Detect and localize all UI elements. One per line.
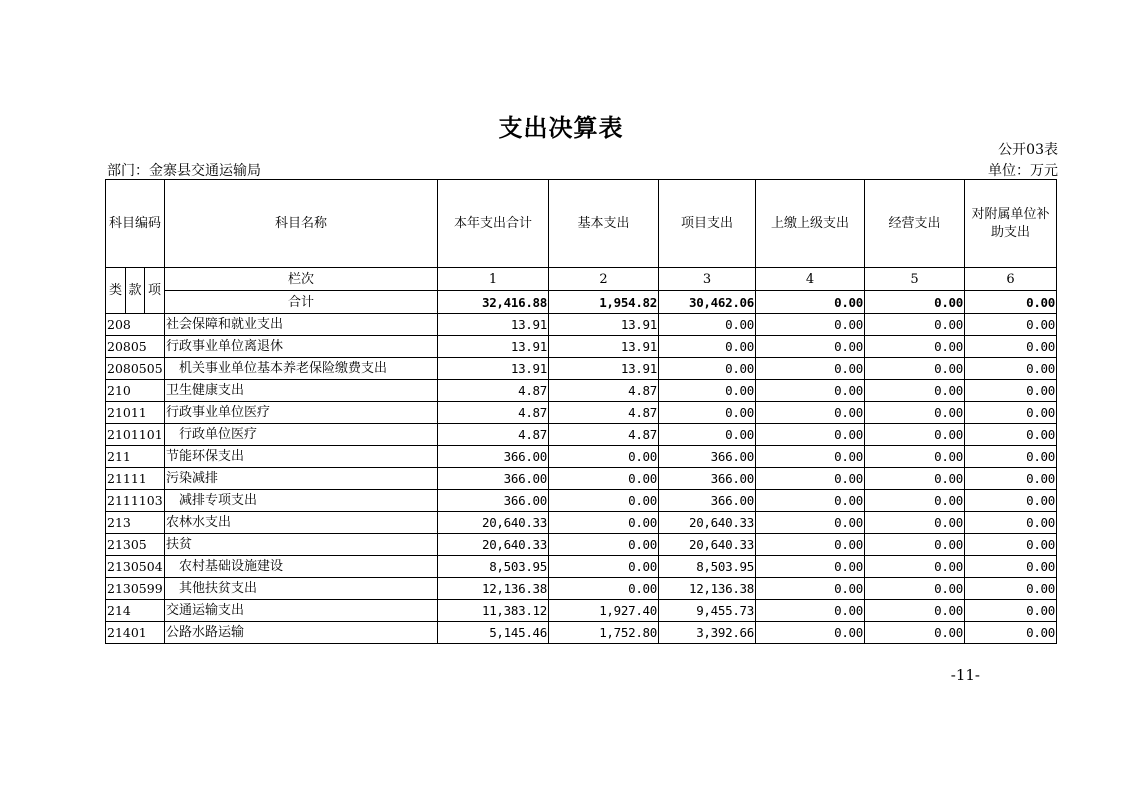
subject-code: 2111103 <box>106 490 165 512</box>
seq-6: 6 <box>965 268 1057 291</box>
total-value: 0.00 <box>756 291 865 314</box>
amount-cell: 0.00 <box>549 578 659 600</box>
amount-cell: 0.00 <box>756 424 865 446</box>
amount-cell: 0.00 <box>756 622 865 644</box>
amount-cell: 0.00 <box>549 446 659 468</box>
amount-cell: 0.00 <box>965 314 1057 336</box>
amount-cell: 9,455.73 <box>659 600 756 622</box>
amount-cell: 0.00 <box>965 336 1057 358</box>
amount-cell: 1,927.40 <box>549 600 659 622</box>
amount-cell: 1,752.80 <box>549 622 659 644</box>
header-row <box>106 180 1057 268</box>
table-row <box>106 512 1057 534</box>
amount-cell: 0.00 <box>865 424 965 446</box>
seq-row <box>106 268 1057 291</box>
amount-cell: 0.00 <box>965 622 1057 644</box>
amount-cell: 4.87 <box>549 402 659 424</box>
subject-code: 2130599 <box>106 578 165 600</box>
amount-cell: 0.00 <box>549 534 659 556</box>
amount-cell: 366.00 <box>659 490 756 512</box>
amount-cell: 0.00 <box>865 600 965 622</box>
amount-cell: 0.00 <box>965 534 1057 556</box>
subject-code: 2080505 <box>106 358 165 380</box>
amount-cell: 13.91 <box>549 358 659 380</box>
amount-cell: 0.00 <box>965 556 1057 578</box>
table-row <box>106 402 1057 424</box>
total-value: 32,416.88 <box>438 291 549 314</box>
amount-cell: 0.00 <box>756 402 865 424</box>
subject-name: 机关事业单位基本养老保险缴费支出 <box>165 358 438 380</box>
amount-cell: 13.91 <box>438 314 549 336</box>
amount-cell: 0.00 <box>865 468 965 490</box>
subject-code: 211 <box>106 446 165 468</box>
subject-name: 污染减排 <box>165 468 438 490</box>
amount-cell: 0.00 <box>965 358 1057 380</box>
amount-cell: 0.00 <box>865 380 965 402</box>
seq-label: 栏次 <box>165 268 438 291</box>
amount-cell: 0.00 <box>549 556 659 578</box>
page-number: -11- <box>950 666 980 684</box>
total-value: 0.00 <box>965 291 1057 314</box>
amount-cell: 366.00 <box>438 468 549 490</box>
amount-cell: 3,392.66 <box>659 622 756 644</box>
amount-cell: 0.00 <box>965 490 1057 512</box>
header-col-1: 本年支出合计 <box>438 180 549 268</box>
amount-cell: 0.00 <box>756 314 865 336</box>
subject-name: 行政事业单位离退休 <box>165 336 438 358</box>
amount-cell: 20,640.33 <box>659 512 756 534</box>
subject-name: 农林水支出 <box>165 512 438 534</box>
seq-1: 1 <box>438 268 549 291</box>
table-row <box>106 468 1057 490</box>
amount-cell: 0.00 <box>659 336 756 358</box>
subject-code: 21011 <box>106 402 165 424</box>
table-row <box>106 490 1057 512</box>
subject-name: 农村基础设施建设 <box>165 556 438 578</box>
subject-code: 21305 <box>106 534 165 556</box>
amount-cell: 0.00 <box>659 358 756 380</box>
amount-cell: 366.00 <box>659 468 756 490</box>
department-label: 部门：金寨县交通运输局 <box>107 163 261 179</box>
subject-name: 卫生健康支出 <box>165 380 438 402</box>
header-name: 科目名称 <box>165 180 438 268</box>
amount-cell: 0.00 <box>965 424 1057 446</box>
seq-4: 4 <box>756 268 865 291</box>
header-section: 款 <box>126 268 145 314</box>
amount-cell: 20,640.33 <box>659 534 756 556</box>
seq-2: 2 <box>549 268 659 291</box>
amount-cell: 366.00 <box>438 490 549 512</box>
header-col-3: 项目支出 <box>659 180 756 268</box>
amount-cell: 0.00 <box>865 314 965 336</box>
amount-cell: 0.00 <box>865 512 965 534</box>
subject-name: 公路水路运输 <box>165 622 438 644</box>
amount-cell: 8,503.95 <box>438 556 549 578</box>
table-row <box>106 556 1057 578</box>
amount-cell: 0.00 <box>756 556 865 578</box>
amount-cell: 4.87 <box>549 424 659 446</box>
header-col-5: 经营支出 <box>865 180 965 268</box>
seq-5: 5 <box>865 268 965 291</box>
page-title: 支出决算表 <box>498 113 624 142</box>
amount-cell: 12,136.38 <box>438 578 549 600</box>
amount-cell: 0.00 <box>965 402 1057 424</box>
amount-cell: 4.87 <box>438 424 549 446</box>
amount-cell: 4.87 <box>438 380 549 402</box>
subject-code: 214 <box>106 600 165 622</box>
amount-cell: 0.00 <box>549 490 659 512</box>
amount-cell: 13.91 <box>438 336 549 358</box>
amount-cell: 0.00 <box>659 380 756 402</box>
total-row <box>106 291 1057 314</box>
amount-cell: 0.00 <box>865 446 965 468</box>
amount-cell: 0.00 <box>659 424 756 446</box>
amount-cell: 0.00 <box>659 402 756 424</box>
amount-cell: 0.00 <box>965 380 1057 402</box>
amount-cell: 13.91 <box>549 314 659 336</box>
amount-cell: 0.00 <box>756 512 865 534</box>
amount-cell: 0.00 <box>965 512 1057 534</box>
amount-cell: 0.00 <box>756 468 865 490</box>
expenditure-table <box>105 179 1057 644</box>
subject-code: 20805 <box>106 336 165 358</box>
table-row <box>106 380 1057 402</box>
seq-3: 3 <box>659 268 756 291</box>
amount-cell: 0.00 <box>756 446 865 468</box>
amount-cell: 0.00 <box>756 358 865 380</box>
header-col-6: 对附属单位补助支出 <box>965 180 1057 268</box>
amount-cell: 5,145.46 <box>438 622 549 644</box>
amount-cell: 0.00 <box>965 468 1057 490</box>
amount-cell: 4.87 <box>438 402 549 424</box>
header-code: 科目编码 <box>106 180 165 268</box>
subject-name: 行政单位医疗 <box>165 424 438 446</box>
amount-cell: 0.00 <box>965 600 1057 622</box>
header-col-4: 上缴上级支出 <box>756 180 865 268</box>
subject-code: 2130504 <box>106 556 165 578</box>
amount-cell: 0.00 <box>865 402 965 424</box>
subject-code: 21401 <box>106 622 165 644</box>
subject-code: 21111 <box>106 468 165 490</box>
table-row <box>106 578 1057 600</box>
subject-name: 行政事业单位医疗 <box>165 402 438 424</box>
total-value: 30,462.06 <box>659 291 756 314</box>
amount-cell: 0.00 <box>865 556 965 578</box>
amount-cell: 0.00 <box>865 358 965 380</box>
amount-cell: 8,503.95 <box>659 556 756 578</box>
subject-code: 2101101 <box>106 424 165 446</box>
amount-cell: 12,136.38 <box>659 578 756 600</box>
table-row <box>106 534 1057 556</box>
amount-cell: 0.00 <box>756 490 865 512</box>
subject-code: 213 <box>106 512 165 534</box>
amount-cell: 366.00 <box>659 446 756 468</box>
amount-cell: 0.00 <box>549 468 659 490</box>
header-col-2: 基本支出 <box>549 180 659 268</box>
total-value: 1,954.82 <box>549 291 659 314</box>
table-row <box>106 336 1057 358</box>
amount-cell: 4.87 <box>549 380 659 402</box>
header-class: 类 <box>106 268 126 314</box>
amount-cell: 0.00 <box>865 490 965 512</box>
amount-cell: 0.00 <box>659 314 756 336</box>
subject-name: 交通运输支出 <box>165 600 438 622</box>
amount-cell: 13.91 <box>438 358 549 380</box>
amount-cell: 0.00 <box>756 600 865 622</box>
form-number: 公开03表 <box>998 142 1058 158</box>
amount-cell: 366.00 <box>438 446 549 468</box>
amount-cell: 0.00 <box>865 578 965 600</box>
table-row <box>106 446 1057 468</box>
amount-cell: 0.00 <box>865 622 965 644</box>
table-row <box>106 600 1057 622</box>
amount-cell: 13.91 <box>549 336 659 358</box>
subject-code: 208 <box>106 314 165 336</box>
amount-cell: 0.00 <box>549 512 659 534</box>
amount-cell: 0.00 <box>756 534 865 556</box>
amount-cell: 0.00 <box>965 578 1057 600</box>
unit-label: 单位：万元 <box>988 163 1058 179</box>
table-row <box>106 314 1057 336</box>
amount-cell: 0.00 <box>865 336 965 358</box>
amount-cell: 0.00 <box>756 578 865 600</box>
subject-name: 社会保障和就业支出 <box>165 314 438 336</box>
amount-cell: 11,383.12 <box>438 600 549 622</box>
amount-cell: 0.00 <box>965 446 1057 468</box>
subject-name: 减排专项支出 <box>165 490 438 512</box>
amount-cell: 0.00 <box>865 534 965 556</box>
table-row <box>106 358 1057 380</box>
subject-name: 扶贫 <box>165 534 438 556</box>
header-item: 项 <box>145 268 165 314</box>
subject-code: 210 <box>106 380 165 402</box>
total-value: 0.00 <box>865 291 965 314</box>
table-row <box>106 424 1057 446</box>
subject-name: 节能环保支出 <box>165 446 438 468</box>
total-label: 合计 <box>165 291 438 314</box>
amount-cell: 20,640.33 <box>438 534 549 556</box>
amount-cell: 20,640.33 <box>438 512 549 534</box>
amount-cell: 0.00 <box>756 380 865 402</box>
table-row <box>106 622 1057 644</box>
subject-name: 其他扶贫支出 <box>165 578 438 600</box>
amount-cell: 0.00 <box>756 336 865 358</box>
